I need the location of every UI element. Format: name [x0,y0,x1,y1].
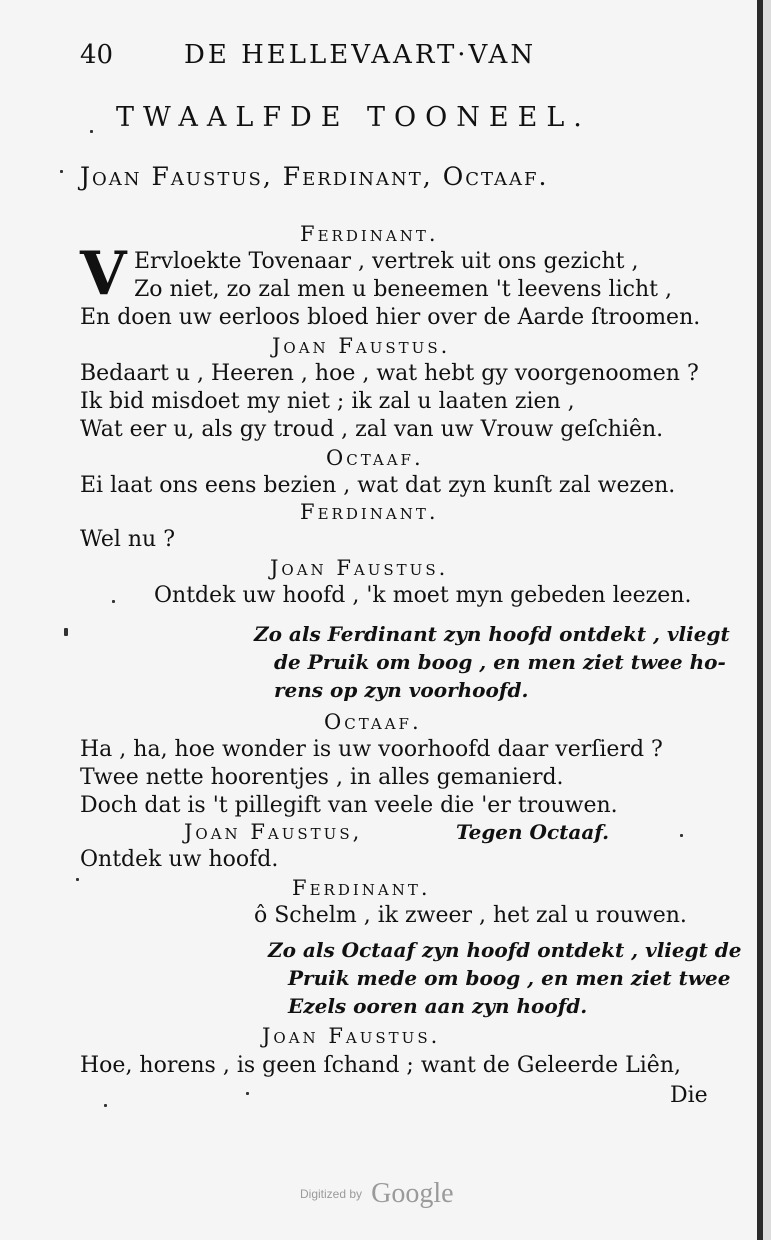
speaker-heading: Ferdinant. [300,222,439,246]
speaker-heading: Octaaf. [326,446,424,470]
verse-line: Hoe, horens , is geen ſchand ; want de Geleerde Liên, [80,1053,681,1078]
drop-cap: V [80,239,127,309]
print-speck [64,628,68,636]
print-speck [60,170,63,173]
print-speck [104,1104,107,1107]
verse-line: Zo niet, zo zal men u beneemen 't leevens licht , [134,277,672,302]
verse-line: Ei laat ons eens bezien , wat dat zyn kunſt zal wezen. [80,473,676,498]
google-logo: Google [371,1178,454,1209]
stage-direction: Zo als Octaaf zyn hoofd ontdekt , vliegt de [268,938,742,962]
page-header [80,40,720,76]
verse-line: Twee nette hoorentjes , in alles gemanierd. [80,765,564,790]
verse-line: Ervloekte Tovenaar , vertrek uit ons gezicht , [134,249,639,274]
speaker-heading: Joan Faustus. [262,1024,441,1048]
speaker-heading: Joan Faustus, [184,820,363,844]
cast-list: Joan Faustus, Ferdinant, Octaaf. [80,162,549,191]
print-speck [76,878,79,881]
speaker-heading: Joan Faustus. [272,334,451,358]
verse-line: Wel nu ? [80,527,175,552]
verse-line: En doen uw eerloos bloed hier over de Aarde ſtroomen. [80,305,701,330]
speaker-heading: Ferdinant. [292,876,431,900]
scene-title: TWAALFDE TOONEEL. [116,102,591,133]
stage-direction: rens op zyn voorhoofd. [274,678,529,702]
page-edge-margin [763,0,771,1240]
verse-line: ô Schelm , ik zweer , het zal u rouwen. [254,903,687,928]
stage-direction: Pruik mede om boog , en men ziet twee [288,966,731,990]
verse-line: Ontdek uw hoofd , 'k moet myn gebeden leezen. [154,583,692,608]
verse-line: Wat eer u, als gy troud , zal van uw Vrouw geſchiên. [80,417,664,442]
stage-direction: Zo als Ferdinant zyn hoofd ontdekt , vliegt [254,622,730,646]
verse-line: Ontdek uw hoofd. [80,847,279,872]
print-speck [246,1092,249,1095]
running-title: DE HELLEVAART·VAN [184,40,537,70]
print-speck [680,834,683,837]
speaker-heading: Ferdinant. [300,500,439,524]
stage-direction: Tegen Octaaf. [456,820,610,844]
watermark-label: Digitized by [300,1187,363,1201]
catchword: Die [670,1083,708,1108]
digitization-watermark [300,1178,454,1210]
speaker-heading: Octaaf. [324,710,422,734]
print-speck [90,130,93,133]
print-speck [112,600,115,603]
stage-direction: de Pruik om boog , en men ziet twee ho- [274,650,726,674]
verse-line: Ik bid misdoet my niet ; ik zal u laaten zien , [80,389,575,414]
page-number: 40 [80,40,114,70]
verse-line: Bedaart u , Heeren , hoe , wat hebt gy voorgenoomen ? [80,361,699,386]
verse-line: Doch dat is 't pillegift van veele die 'er trouwen. [80,793,618,818]
verse-line: Ha , ha, hoe wonder is uw voorhoofd daar verſierd ? [80,737,663,762]
speaker-heading: Joan Faustus. [270,556,449,580]
stage-direction: Ezels ooren aan zyn hoofd. [288,994,588,1018]
